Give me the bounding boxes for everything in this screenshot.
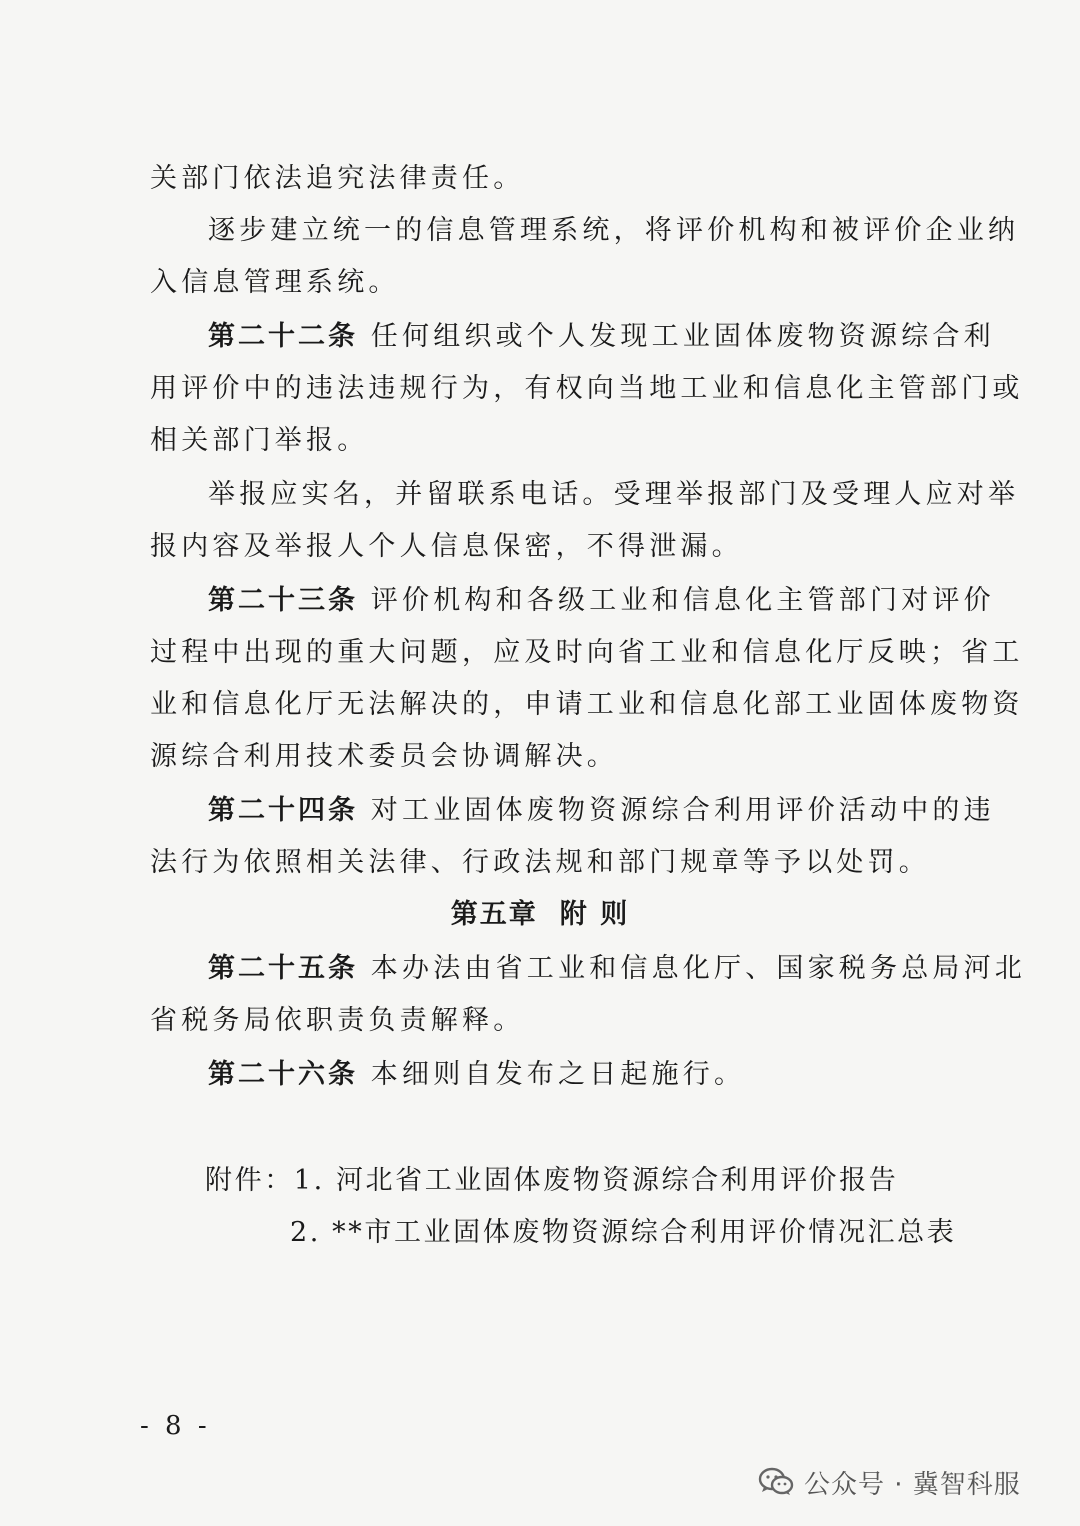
text-line <box>150 688 1024 722</box>
line-text: 过程中出现的重大问题，应及时向省工业和信息化厅反映；省工 <box>150 637 1024 668</box>
attachment-line-2 <box>290 1216 970 1250</box>
attachment-text: 2. **市工业固体废物资源综合利用评价情况汇总表 <box>290 1217 957 1248</box>
line-text: 任何组织或个人发现工业固体废物资源综合利 <box>370 321 995 352</box>
text-line <box>150 740 965 774</box>
attachment-text: 附件：1. 河北省工业固体废物资源综合利用评价报告 <box>205 1165 899 1196</box>
line-text: 法行为依照相关法律、行政法规和部门规章等予以处罚。 <box>150 847 930 878</box>
chapter-number: 第五章 <box>450 899 538 930</box>
article-23-line <box>208 584 995 618</box>
line-text: 入信息管理系统。 <box>150 267 400 298</box>
article-25-line <box>208 952 1026 986</box>
line-text: 业和信息化厅无法解决的，申请工业和信息化部工业固体废物资 <box>150 689 1024 720</box>
article-26-line <box>208 1058 965 1092</box>
watermark-text: 公众号 · 冀智科服 <box>804 1469 1021 1500</box>
article-heading-24: 第二十四条 <box>208 795 358 826</box>
wechat-icon <box>758 1467 794 1497</box>
text-line <box>150 846 965 880</box>
paragraph-line <box>208 478 1020 512</box>
paragraph-line <box>208 214 1020 248</box>
text-line <box>150 1004 965 1038</box>
text-line <box>150 424 965 458</box>
line-text: 相关部门举报。 <box>150 425 369 456</box>
attachment-line-1 <box>205 1164 965 1198</box>
line-text: 源综合利用技术委员会协调解决。 <box>150 741 618 772</box>
line-text: 对工业固体废物资源综合利用评价活动中的违 <box>370 795 995 826</box>
line-text: 省税务局依职责负责解释。 <box>150 1005 525 1036</box>
line-text: 用评价中的违法违规行为，有权向当地工业和信息化主管部门或 <box>150 373 1024 404</box>
text-line <box>150 162 965 196</box>
line-text: 举报应实名，并留联系电话。受理举报部门及受理人应对举 <box>208 479 1020 510</box>
line-text: 评价机构和各级工业和信息化主管部门对评价 <box>370 585 995 616</box>
article-heading-23: 第二十三条 <box>208 585 358 616</box>
line-text: 关部门依法追究法律责任。 <box>150 163 525 194</box>
watermark <box>758 1462 1021 1502</box>
text-line <box>150 530 965 564</box>
article-heading-26: 第二十六条 <box>208 1059 358 1090</box>
chapter-heading <box>0 898 1080 932</box>
article-heading-22: 第二十二条 <box>208 321 358 352</box>
text-line <box>150 636 1024 670</box>
text-line <box>150 266 965 300</box>
article-heading-25: 第二十五条 <box>208 953 358 984</box>
page-number: - 8 - <box>140 1411 211 1441</box>
line-text: 本办法由省工业和信息化厅、国家税务总局河北 <box>370 953 1026 984</box>
line-text: 逐步建立统一的信息管理系统，将评价机构和被评价企业纳 <box>208 215 1020 246</box>
line-text: 本细则自发布之日起施行。 <box>370 1059 746 1090</box>
line-text: 报内容及举报人个人信息保密，不得泄漏。 <box>150 531 743 562</box>
article-24-line <box>208 794 995 828</box>
article-22-line <box>208 320 995 354</box>
text-line <box>150 372 1024 406</box>
chapter-name: 附 则 <box>559 899 630 930</box>
